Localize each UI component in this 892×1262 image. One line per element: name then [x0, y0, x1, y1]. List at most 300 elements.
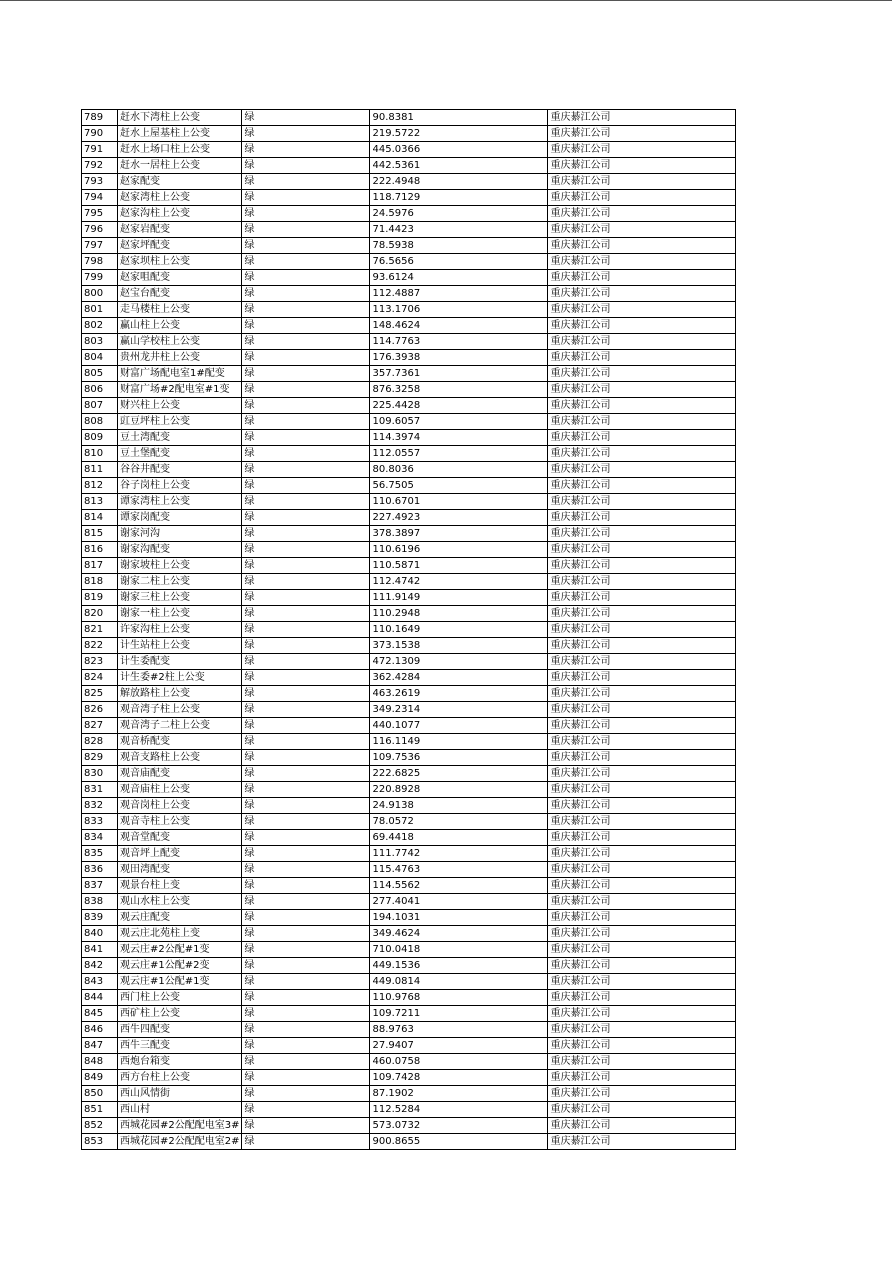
color-cell: 绿 — [242, 366, 370, 382]
color-cell: 绿 — [242, 1086, 370, 1102]
name-cell: 观音寺柱上公变 — [118, 814, 242, 830]
table-row — [82, 1086, 736, 1102]
company-cell: 重庆綦江公司 — [548, 222, 736, 238]
table-row — [82, 350, 736, 366]
page-top-rule — [0, 0, 892, 1]
color-cell: 绿 — [242, 526, 370, 542]
table-row — [82, 142, 736, 158]
color-cell: 绿 — [242, 254, 370, 270]
row-id-cell: 792 — [82, 158, 118, 174]
table-row — [82, 1070, 736, 1086]
color-cell: 绿 — [242, 126, 370, 142]
company-cell: 重庆綦江公司 — [548, 926, 736, 942]
row-id-cell: 790 — [82, 126, 118, 142]
value-cell: 442.5361 — [370, 158, 548, 174]
table-row — [82, 1102, 736, 1118]
color-cell: 绿 — [242, 494, 370, 510]
row-id-cell: 849 — [82, 1070, 118, 1086]
company-cell: 重庆綦江公司 — [548, 974, 736, 990]
table-row — [82, 782, 736, 798]
company-cell: 重庆綦江公司 — [548, 142, 736, 158]
company-cell: 重庆綦江公司 — [548, 878, 736, 894]
name-cell: 计生委配变 — [118, 654, 242, 670]
color-cell: 绿 — [242, 574, 370, 590]
name-cell: 观音庙配变 — [118, 766, 242, 782]
table-row — [82, 814, 736, 830]
name-cell: 西城花园#2公配配电室2# — [118, 1134, 242, 1150]
color-cell: 绿 — [242, 958, 370, 974]
company-cell: 重庆綦江公司 — [548, 1022, 736, 1038]
table-row — [82, 110, 736, 126]
row-id-cell: 807 — [82, 398, 118, 414]
row-id-cell: 832 — [82, 798, 118, 814]
value-cell: 573.0732 — [370, 1118, 548, 1134]
row-id-cell: 851 — [82, 1102, 118, 1118]
value-cell: 76.5656 — [370, 254, 548, 270]
row-id-cell: 810 — [82, 446, 118, 462]
row-id-cell: 847 — [82, 1038, 118, 1054]
color-cell: 绿 — [242, 286, 370, 302]
value-cell: 876.3258 — [370, 382, 548, 398]
color-cell: 绿 — [242, 1070, 370, 1086]
name-cell: 赢山学校柱上公变 — [118, 334, 242, 350]
color-cell: 绿 — [242, 1038, 370, 1054]
row-id-cell: 850 — [82, 1086, 118, 1102]
name-cell: 豇豆坪柱上公变 — [118, 414, 242, 430]
color-cell: 绿 — [242, 430, 370, 446]
row-id-cell: 803 — [82, 334, 118, 350]
row-id-cell: 793 — [82, 174, 118, 190]
table-row — [82, 974, 736, 990]
value-cell: 87.1902 — [370, 1086, 548, 1102]
value-cell: 109.6057 — [370, 414, 548, 430]
row-id-cell: 853 — [82, 1134, 118, 1150]
name-cell: 西牛四配变 — [118, 1022, 242, 1038]
company-cell: 重庆綦江公司 — [548, 350, 736, 366]
color-cell: 绿 — [242, 334, 370, 350]
row-id-cell: 813 — [82, 494, 118, 510]
color-cell: 绿 — [242, 926, 370, 942]
table-row — [82, 862, 736, 878]
row-id-cell: 845 — [82, 1006, 118, 1022]
table-row — [82, 670, 736, 686]
value-cell: 349.4624 — [370, 926, 548, 942]
company-cell: 重庆綦江公司 — [548, 750, 736, 766]
table-row — [82, 750, 736, 766]
name-cell: 观景台柱上变 — [118, 878, 242, 894]
color-cell: 绿 — [242, 398, 370, 414]
name-cell: 赶水上场口柱上公变 — [118, 142, 242, 158]
value-cell: 69.4418 — [370, 830, 548, 846]
company-cell: 重庆綦江公司 — [548, 558, 736, 574]
color-cell: 绿 — [242, 654, 370, 670]
color-cell: 绿 — [242, 1006, 370, 1022]
table-row — [82, 638, 736, 654]
value-cell: 472.1309 — [370, 654, 548, 670]
name-cell: 观音支路柱上公变 — [118, 750, 242, 766]
color-cell: 绿 — [242, 542, 370, 558]
name-cell: 赶水下湾柱上公变 — [118, 110, 242, 126]
table-row — [82, 926, 736, 942]
row-id-cell: 809 — [82, 430, 118, 446]
company-cell: 重庆綦江公司 — [548, 254, 736, 270]
table-row — [82, 766, 736, 782]
value-cell: 56.7505 — [370, 478, 548, 494]
row-id-cell: 830 — [82, 766, 118, 782]
value-cell: 357.7361 — [370, 366, 548, 382]
color-cell: 绿 — [242, 350, 370, 366]
value-cell: 116.1149 — [370, 734, 548, 750]
name-cell: 观音坪上配变 — [118, 846, 242, 862]
color-cell: 绿 — [242, 510, 370, 526]
table-row — [82, 1038, 736, 1054]
value-cell: 111.7742 — [370, 846, 548, 862]
row-id-cell: 804 — [82, 350, 118, 366]
color-cell: 绿 — [242, 750, 370, 766]
table-row — [82, 302, 736, 318]
name-cell: 赢山柱上公变 — [118, 318, 242, 334]
company-cell: 重庆綦江公司 — [548, 574, 736, 590]
name-cell: 赵家配变 — [118, 174, 242, 190]
color-cell: 绿 — [242, 990, 370, 1006]
color-cell: 绿 — [242, 798, 370, 814]
table-row — [82, 990, 736, 1006]
row-id-cell: 846 — [82, 1022, 118, 1038]
name-cell: 豆土堡配变 — [118, 446, 242, 462]
table-row — [82, 446, 736, 462]
table-row — [82, 686, 736, 702]
value-cell: 449.1536 — [370, 958, 548, 974]
name-cell: 西城花园#2公配配电室3# — [118, 1118, 242, 1134]
row-id-cell: 836 — [82, 862, 118, 878]
company-cell: 重庆綦江公司 — [548, 1006, 736, 1022]
name-cell: 西炮台箱变 — [118, 1054, 242, 1070]
row-id-cell: 797 — [82, 238, 118, 254]
row-id-cell: 808 — [82, 414, 118, 430]
color-cell: 绿 — [242, 894, 370, 910]
color-cell: 绿 — [242, 190, 370, 206]
row-id-cell: 799 — [82, 270, 118, 286]
color-cell: 绿 — [242, 222, 370, 238]
row-id-cell: 844 — [82, 990, 118, 1006]
value-cell: 222.6825 — [370, 766, 548, 782]
color-cell: 绿 — [242, 142, 370, 158]
company-cell: 重庆綦江公司 — [548, 494, 736, 510]
color-cell: 绿 — [242, 462, 370, 478]
company-cell: 重庆綦江公司 — [548, 1086, 736, 1102]
company-cell: 重庆綦江公司 — [548, 334, 736, 350]
value-cell: 109.7428 — [370, 1070, 548, 1086]
table-row — [82, 126, 736, 142]
company-cell: 重庆綦江公司 — [548, 654, 736, 670]
value-cell: 900.8655 — [370, 1134, 548, 1150]
name-cell: 谢家二柱上公变 — [118, 574, 242, 590]
value-cell: 110.2948 — [370, 606, 548, 622]
name-cell: 西门柱上公变 — [118, 990, 242, 1006]
row-id-cell: 795 — [82, 206, 118, 222]
row-id-cell: 818 — [82, 574, 118, 590]
value-cell: 110.6196 — [370, 542, 548, 558]
name-cell: 谭家岗配变 — [118, 510, 242, 526]
color-cell: 绿 — [242, 718, 370, 734]
row-id-cell: 801 — [82, 302, 118, 318]
name-cell: 赵家坪配变 — [118, 238, 242, 254]
row-id-cell: 834 — [82, 830, 118, 846]
value-cell: 111.9149 — [370, 590, 548, 606]
company-cell: 重庆綦江公司 — [548, 462, 736, 478]
company-cell: 重庆綦江公司 — [548, 398, 736, 414]
name-cell: 赶水上屋基柱上公变 — [118, 126, 242, 142]
table-row — [82, 542, 736, 558]
value-cell: 109.7211 — [370, 1006, 548, 1022]
value-cell: 219.5722 — [370, 126, 548, 142]
company-cell: 重庆綦江公司 — [548, 1134, 736, 1150]
row-id-cell: 800 — [82, 286, 118, 302]
company-cell: 重庆綦江公司 — [548, 702, 736, 718]
company-cell: 重庆綦江公司 — [548, 270, 736, 286]
company-cell: 重庆綦江公司 — [548, 734, 736, 750]
table-row — [82, 254, 736, 270]
value-cell: 227.4923 — [370, 510, 548, 526]
value-cell: 440.1077 — [370, 718, 548, 734]
row-id-cell: 820 — [82, 606, 118, 622]
color-cell: 绿 — [242, 206, 370, 222]
name-cell: 观音湾子柱上公变 — [118, 702, 242, 718]
value-cell: 176.3938 — [370, 350, 548, 366]
company-cell: 重庆綦江公司 — [548, 830, 736, 846]
color-cell: 绿 — [242, 110, 370, 126]
name-cell: 赵家沟柱上公变 — [118, 206, 242, 222]
table-row — [82, 942, 736, 958]
color-cell: 绿 — [242, 318, 370, 334]
value-cell: 80.8036 — [370, 462, 548, 478]
table-row — [82, 574, 736, 590]
value-cell: 114.7763 — [370, 334, 548, 350]
value-cell: 78.0572 — [370, 814, 548, 830]
table-row — [82, 462, 736, 478]
company-cell: 重庆綦江公司 — [548, 446, 736, 462]
color-cell: 绿 — [242, 558, 370, 574]
color-cell: 绿 — [242, 782, 370, 798]
name-cell: 观山水柱上公变 — [118, 894, 242, 910]
name-cell: 谢家一柱上公变 — [118, 606, 242, 622]
company-cell: 重庆綦江公司 — [548, 1038, 736, 1054]
company-cell: 重庆綦江公司 — [548, 894, 736, 910]
color-cell: 绿 — [242, 302, 370, 318]
table-row — [82, 846, 736, 862]
company-cell: 重庆綦江公司 — [548, 670, 736, 686]
color-cell: 绿 — [242, 606, 370, 622]
name-cell: 观音庙柱上公变 — [118, 782, 242, 798]
name-cell: 观云庄#1公配#2变 — [118, 958, 242, 974]
row-id-cell: 824 — [82, 670, 118, 686]
name-cell: 观音堂配变 — [118, 830, 242, 846]
color-cell: 绿 — [242, 830, 370, 846]
row-id-cell: 811 — [82, 462, 118, 478]
table-row — [82, 654, 736, 670]
value-cell: 378.3897 — [370, 526, 548, 542]
row-id-cell: 837 — [82, 878, 118, 894]
value-cell: 112.0557 — [370, 446, 548, 462]
table-row — [82, 206, 736, 222]
name-cell: 计生站柱上公变 — [118, 638, 242, 654]
value-cell: 222.4948 — [370, 174, 548, 190]
company-cell: 重庆綦江公司 — [548, 1118, 736, 1134]
value-cell: 110.9768 — [370, 990, 548, 1006]
name-cell: 观田湾配变 — [118, 862, 242, 878]
color-cell: 绿 — [242, 702, 370, 718]
value-cell: 112.4887 — [370, 286, 548, 302]
row-id-cell: 791 — [82, 142, 118, 158]
value-cell: 24.5976 — [370, 206, 548, 222]
color-cell: 绿 — [242, 670, 370, 686]
table-row — [82, 158, 736, 174]
company-cell: 重庆綦江公司 — [548, 158, 736, 174]
color-cell: 绿 — [242, 846, 370, 862]
row-id-cell: 823 — [82, 654, 118, 670]
name-cell: 观云庄北苑柱上变 — [118, 926, 242, 942]
color-cell: 绿 — [242, 158, 370, 174]
value-cell: 88.9763 — [370, 1022, 548, 1038]
table-row — [82, 1022, 736, 1038]
value-cell: 460.0758 — [370, 1054, 548, 1070]
color-cell: 绿 — [242, 862, 370, 878]
value-cell: 445.0366 — [370, 142, 548, 158]
table-row — [82, 606, 736, 622]
row-id-cell: 815 — [82, 526, 118, 542]
table-row — [82, 494, 736, 510]
color-cell: 绿 — [242, 1054, 370, 1070]
name-cell: 西方台柱上公变 — [118, 1070, 242, 1086]
table-row — [82, 798, 736, 814]
company-cell: 重庆綦江公司 — [548, 510, 736, 526]
name-cell: 西山风情街 — [118, 1086, 242, 1102]
table-row — [82, 318, 736, 334]
row-id-cell: 819 — [82, 590, 118, 606]
color-cell: 绿 — [242, 974, 370, 990]
color-cell: 绿 — [242, 910, 370, 926]
name-cell: 谢家三柱上公变 — [118, 590, 242, 606]
data-table — [81, 109, 736, 1150]
color-cell: 绿 — [242, 638, 370, 654]
name-cell: 谷谷井配变 — [118, 462, 242, 478]
table-row — [82, 1006, 736, 1022]
color-cell: 绿 — [242, 942, 370, 958]
table-row — [82, 222, 736, 238]
row-id-cell: 827 — [82, 718, 118, 734]
company-cell: 重庆綦江公司 — [548, 1054, 736, 1070]
name-cell: 西山村 — [118, 1102, 242, 1118]
value-cell: 112.4742 — [370, 574, 548, 590]
row-id-cell: 840 — [82, 926, 118, 942]
value-cell: 27.9407 — [370, 1038, 548, 1054]
company-cell: 重庆綦江公司 — [548, 990, 736, 1006]
table-row — [82, 238, 736, 254]
value-cell: 109.7536 — [370, 750, 548, 766]
color-cell: 绿 — [242, 446, 370, 462]
value-cell: 114.3974 — [370, 430, 548, 446]
name-cell: 赶水一居柱上公变 — [118, 158, 242, 174]
name-cell: 西矿柱上公变 — [118, 1006, 242, 1022]
color-cell: 绿 — [242, 686, 370, 702]
table-row — [82, 478, 736, 494]
row-id-cell: 829 — [82, 750, 118, 766]
color-cell: 绿 — [242, 270, 370, 286]
table-row — [82, 830, 736, 846]
company-cell: 重庆綦江公司 — [548, 942, 736, 958]
row-id-cell: 852 — [82, 1118, 118, 1134]
table-row — [82, 334, 736, 350]
company-cell: 重庆綦江公司 — [548, 366, 736, 382]
color-cell: 绿 — [242, 1102, 370, 1118]
row-id-cell: 841 — [82, 942, 118, 958]
value-cell: 114.5562 — [370, 878, 548, 894]
company-cell: 重庆綦江公司 — [548, 814, 736, 830]
color-cell: 绿 — [242, 734, 370, 750]
color-cell: 绿 — [242, 1134, 370, 1150]
company-cell: 重庆綦江公司 — [548, 526, 736, 542]
name-cell: 西牛三配变 — [118, 1038, 242, 1054]
company-cell: 重庆綦江公司 — [548, 238, 736, 254]
company-cell: 重庆綦江公司 — [548, 862, 736, 878]
row-id-cell: 842 — [82, 958, 118, 974]
name-cell: 观音岗柱上公变 — [118, 798, 242, 814]
value-cell: 148.4624 — [370, 318, 548, 334]
name-cell: 谷子岗柱上公变 — [118, 478, 242, 494]
table-row — [82, 702, 736, 718]
company-cell: 重庆綦江公司 — [548, 286, 736, 302]
name-cell: 财富广场#2配电室#1变 — [118, 382, 242, 398]
row-id-cell: 821 — [82, 622, 118, 638]
table-row — [82, 622, 736, 638]
name-cell: 观云庄配变 — [118, 910, 242, 926]
value-cell: 93.6124 — [370, 270, 548, 286]
row-id-cell: 822 — [82, 638, 118, 654]
row-id-cell: 789 — [82, 110, 118, 126]
value-cell: 110.6701 — [370, 494, 548, 510]
value-cell: 118.7129 — [370, 190, 548, 206]
company-cell: 重庆綦江公司 — [548, 414, 736, 430]
row-id-cell: 839 — [82, 910, 118, 926]
company-cell: 重庆綦江公司 — [548, 910, 736, 926]
name-cell: 赵宝台配变 — [118, 286, 242, 302]
company-cell: 重庆綦江公司 — [548, 622, 736, 638]
row-id-cell: 848 — [82, 1054, 118, 1070]
company-cell: 重庆綦江公司 — [548, 1102, 736, 1118]
value-cell: 194.1031 — [370, 910, 548, 926]
color-cell: 绿 — [242, 878, 370, 894]
name-cell: 观云庄#1公配#1变 — [118, 974, 242, 990]
name-cell: 解放路柱上公变 — [118, 686, 242, 702]
table-row — [82, 1118, 736, 1134]
value-cell: 112.5284 — [370, 1102, 548, 1118]
row-id-cell: 802 — [82, 318, 118, 334]
name-cell: 豆土湾配变 — [118, 430, 242, 446]
name-cell: 谢家坡柱上公变 — [118, 558, 242, 574]
value-cell: 110.5871 — [370, 558, 548, 574]
table-row — [82, 270, 736, 286]
company-cell: 重庆綦江公司 — [548, 318, 736, 334]
name-cell: 观音桥配变 — [118, 734, 242, 750]
value-cell: 113.1706 — [370, 302, 548, 318]
color-cell: 绿 — [242, 1022, 370, 1038]
name-cell: 财兴柱上公变 — [118, 398, 242, 414]
table-row — [82, 894, 736, 910]
value-cell: 90.8381 — [370, 110, 548, 126]
color-cell: 绿 — [242, 382, 370, 398]
company-cell: 重庆綦江公司 — [548, 542, 736, 558]
name-cell: 财富广场配电室1#配变 — [118, 366, 242, 382]
